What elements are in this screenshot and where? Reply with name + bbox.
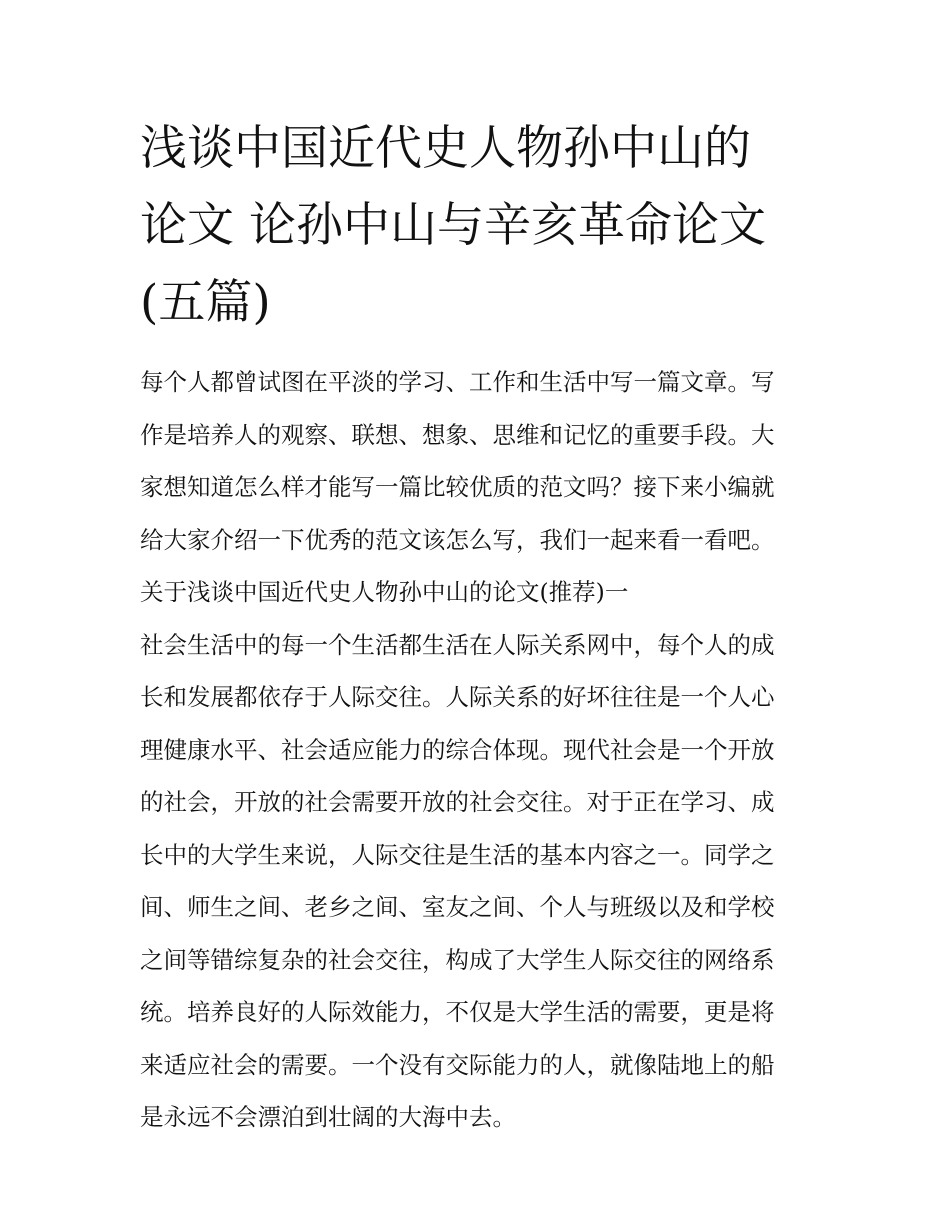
document-body <box>140 356 820 1144</box>
paragraph-line-7: 之间等错综复杂的社会交往，构成了大学生人际交往的网络系 <box>140 945 775 974</box>
document-title <box>140 110 820 341</box>
paragraph-line-6: 间、师生之间、老乡之间、室友之间、个人与班级以及和学校 <box>140 893 775 921</box>
paragraph-line-2: 长和发展都依存于人际交往。人际关系的好坏往往是一个人心 <box>140 683 775 711</box>
paragraph-line-9: 来适应社会的需要。一个没有交际能力的人，就像陆地上的船 <box>140 1050 775 1079</box>
title-line-2: 论文 论孙中山与辛亥革命论文 <box>140 198 766 253</box>
paragraph-line-3: 理健康水平、社会适应能力的综合体现。现代社会是一个开放 <box>140 735 775 764</box>
title-line-1: 浅谈中国近代史人物孙中山的 <box>140 121 751 176</box>
intro-line-4: 给大家介绍一下优秀的范文该怎么写，我们一起来看一看吧。 <box>140 525 775 554</box>
intro-line-1: 每个人都曾试图在平淡的学习、工作和生活中写一篇文章。写 <box>140 368 775 396</box>
paragraph-line-5: 长中的大学生来说，人际交往是生活的基本内容之一。同学之 <box>140 840 775 869</box>
intro-line-2: 作是培养人的观察、联想、想象、思维和记忆的重要手段。大 <box>140 420 775 449</box>
title-line-3: (五篇) <box>140 275 271 330</box>
intro-line-3: 家想知道怎么样才能写一篇比较优质的范文吗？接下来小编就 <box>140 473 775 501</box>
paragraph-line-1: 社会生活中的每一个生活都生活在人际关系网中，每个人的成 <box>140 630 775 659</box>
paragraph-line-8: 统。培养良好的人际效能力，不仅是大学生活的需要，更是将 <box>140 998 775 1026</box>
paragraph-line-10: 是永远不会漂泊到壮阔的大海中去。 <box>140 1103 516 1131</box>
section-heading: 关于浅谈中国近代史人物孙中山的论文(推荐)一 <box>140 578 629 606</box>
paragraph-line-4: 的社会，开放的社会需要开放的社会交往。对于正在学习、成 <box>140 788 775 816</box>
